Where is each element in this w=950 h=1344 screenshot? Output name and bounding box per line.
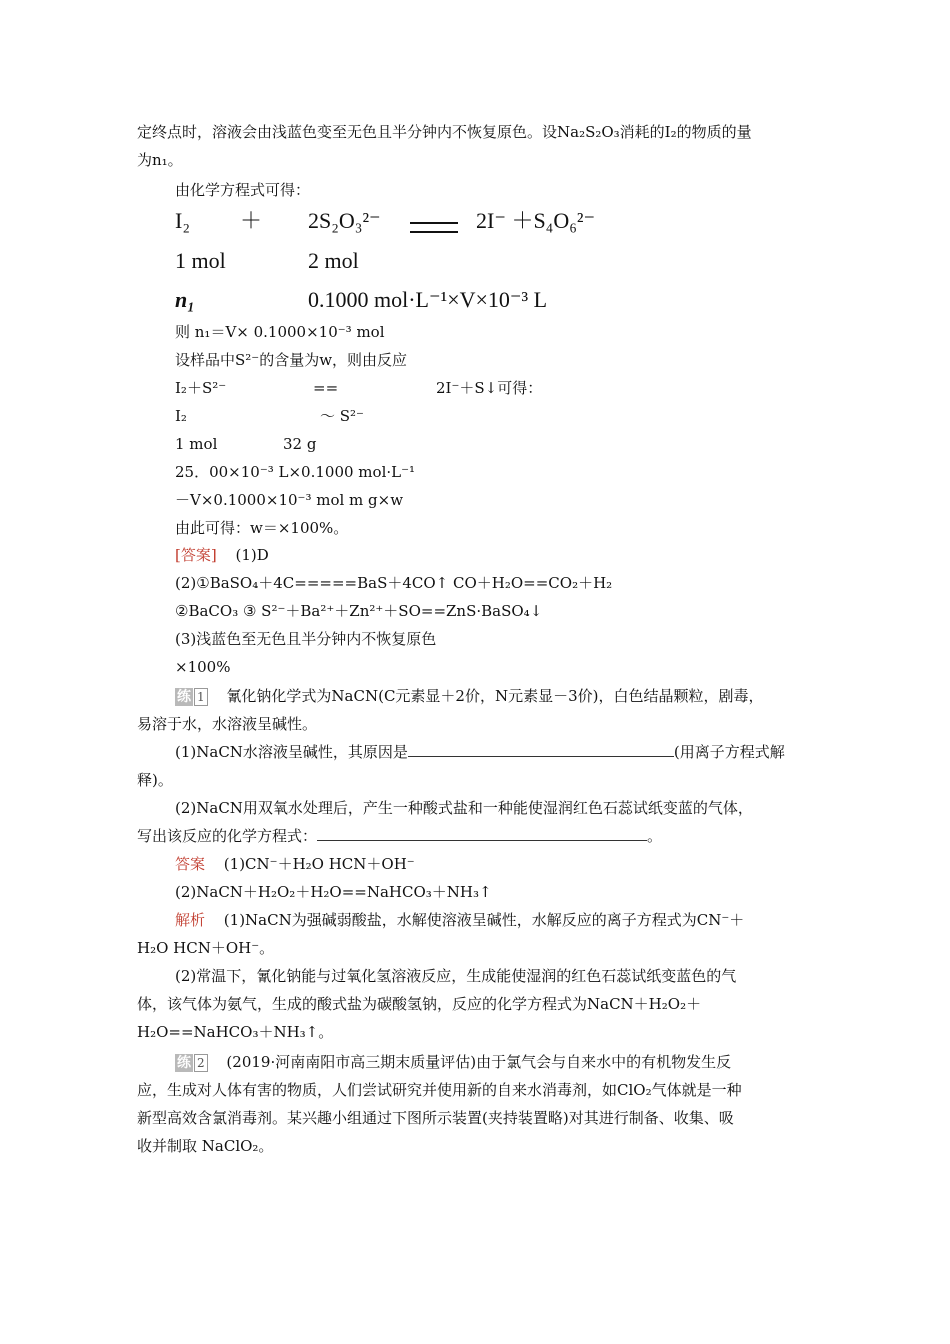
text-line: 设样品中S²⁻的含量为w，则由反应 <box>175 351 408 369</box>
practice-tag: 练 <box>177 689 191 705</box>
text-line: 体，该气体为氨气，生成的酸式盐为碳酸氢钠，反应的化学方程式为NaCN＋H₂O₂＋ <box>137 995 702 1013</box>
eq-reactant-i2: I₂ <box>175 208 190 233</box>
text-line: 易溶于水，水溶液呈碱性。 <box>137 715 318 733</box>
text-line: I₂ <box>175 407 187 425</box>
text-line: 为n₁。 <box>137 151 183 169</box>
eq-arrow <box>410 217 458 236</box>
answer-label: [答案] <box>175 546 217 564</box>
question-text: 写出该反应的化学方程式： <box>137 827 318 845</box>
practice-1-heading <box>175 686 764 706</box>
text-line: (2)NaCN＋H₂O₂＋H₂O==NaHCO₃＋NH₃↑ <box>175 883 492 901</box>
question-line <box>175 742 785 762</box>
practice-number: 1 <box>194 688 208 706</box>
answer-blank[interactable] <box>408 742 674 757</box>
question-line <box>137 826 662 846</box>
text-line: I₂＋S²⁻ <box>175 379 227 397</box>
text-line: H₂O==NaHCO₃＋NH₃↑。 <box>137 1023 334 1041</box>
explanation-label: 解析 <box>175 911 206 929</box>
question-text: (1)NaCN水溶液呈碱性，其原因是 <box>175 743 408 761</box>
text-line: 释)。 <box>137 771 173 789</box>
text-line: ×100% <box>175 658 231 676</box>
answer-label: 答案 <box>175 855 206 873</box>
eq-amount-2: 2 mol <box>308 248 359 273</box>
question-text: (用离子方程式解 <box>673 743 785 761</box>
question-text: 。 <box>647 827 663 845</box>
text-line: ②BaCO₃ ③ S²⁻＋Ba²⁺＋Zn²⁺＋SO==ZnS·BaSO₄↓ <box>175 602 543 620</box>
answer-text: (1)D <box>235 546 269 564</box>
text-line: 32 g <box>283 435 317 453</box>
practice-text: 氰化钠化学式为NaCN(C元素显＋2价，N元素显－3价)，白色结晶颗粒，剧毒， <box>226 687 764 705</box>
text-line: 由化学方程式可得： <box>175 181 311 199</box>
practice-text: (2019·河南南阳市高三期末质量评估)由于氯气会与自来水中的有机物发生反 <box>226 1053 732 1071</box>
text-line: 收并制取 NaClO₂。 <box>137 1137 274 1155</box>
answer-block <box>175 545 269 565</box>
answer-block <box>175 854 415 874</box>
text-line: ～ S²⁻ <box>320 407 364 425</box>
answer-blank[interactable] <box>317 826 647 841</box>
practice-number: 2 <box>194 1054 208 1072</box>
text-line: 应，生成对人体有害的物质，人们尝试研究并使用新的自来水消毒剂，如ClO₂气体就是一种 <box>137 1081 742 1099</box>
text-line: 由此可得：w＝×100%。 <box>175 519 349 537</box>
text-line: 则 n₁＝V× 0.1000×10⁻³ mol <box>175 323 385 341</box>
explanation-text: (1)NaCN为强碱弱酸盐，水解使溶液呈碱性，水解反应的离子方程式为CN⁻＋ <box>223 911 745 929</box>
eq-n1: n₁ <box>175 287 195 312</box>
text-line: 2I⁻＋S↓可得： <box>436 379 543 397</box>
text-line: (2)NaCN用双氧水处理后，产生一种酸式盐和一种能使湿润红色石蕊试纸变蓝的气体， <box>175 799 753 817</box>
text-line: H₂O HCN＋OH⁻。 <box>137 939 275 957</box>
text-line: == <box>313 379 339 397</box>
text-line: 新型高效含氯消毒剂。某兴趣小组通过下图所示装置(夹持装置略)对其进行制备、收集、吸 <box>137 1109 734 1127</box>
text-line: (3)浅蓝色至无色且半分钟内不恢复原色 <box>175 630 437 648</box>
eq-reactant-s2o3: 2S₂O₃²⁻ <box>308 208 381 233</box>
answer-text: (1)CN⁻＋H₂O HCN＋OH⁻ <box>223 855 415 873</box>
eq-volume: 0.1000 mol·L⁻¹×V×10⁻³ L <box>308 287 548 312</box>
explanation-block <box>175 910 744 930</box>
text-line: 1 mol <box>175 435 218 453</box>
eq-amount-1: 1 mol <box>175 248 226 273</box>
text-line: (2)常温下，氰化钠能与过氧化氢溶液反应，生成能使湿润的红色石蕊试纸变蓝色的气 <box>175 967 737 985</box>
eq-products: 2I⁻ ＋S₄O₆²⁻ <box>476 208 596 233</box>
text-line: (2)①BaSO₄＋4C=====BaS＋4CO↑ CO＋H₂O==CO₂＋H₂ <box>175 574 613 592</box>
practice-tag: 练 <box>177 1055 191 1071</box>
practice-2-heading <box>175 1052 731 1072</box>
text-line: －V×0.1000×10⁻³ mol m g×w <box>175 491 404 509</box>
text-line: 定终点时，溶液会由浅蓝色变至无色且半分钟内不恢复原色。设Na₂S₂O₃消耗的I₂的物质的量 <box>137 123 752 141</box>
text-line: 25．00×10⁻³ L×0.1000 mol·L⁻¹ <box>175 463 416 481</box>
eq-plus: ＋ <box>240 208 263 233</box>
